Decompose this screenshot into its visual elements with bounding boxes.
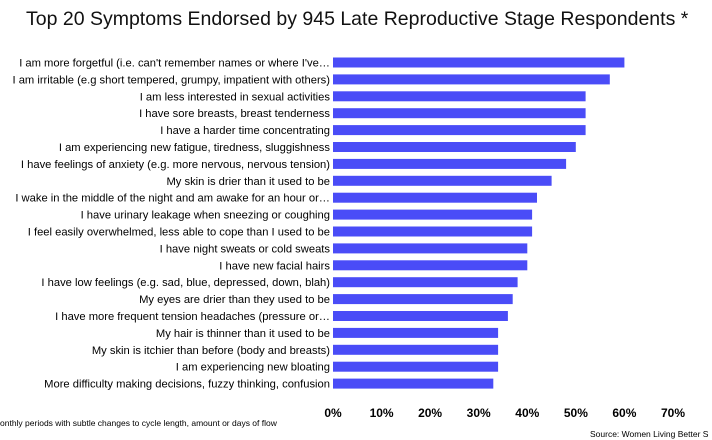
category-label: I have night sweats or cold sweats — [159, 243, 330, 256]
bar — [333, 277, 518, 287]
category-label: I wake in the middle of the night and am awake for an hour or… — [15, 192, 330, 205]
category-label: I feel easily overwhelmed, less able to cope than I used to be — [27, 226, 330, 239]
bar — [333, 176, 552, 186]
bar — [333, 362, 498, 372]
bar — [333, 159, 566, 169]
bar — [333, 108, 586, 118]
bar — [333, 243, 527, 253]
category-label: I have urinary leakage when sneezing or coughing — [80, 209, 330, 222]
x-tick-label: 0% — [324, 406, 342, 420]
x-tick-label: 20% — [418, 406, 443, 420]
category-label: My skin is itchier than before (body and breasts) — [91, 344, 330, 357]
bar — [333, 91, 586, 101]
bar — [333, 311, 508, 321]
category-label: I have new facial hairs — [219, 260, 330, 273]
x-tick-label: 40% — [515, 406, 540, 420]
category-label: I am more forgetful (i.e. can't remember names or where I've… — [19, 57, 330, 70]
category-label: I am experiencing new bloating — [175, 361, 330, 374]
bar — [333, 74, 610, 84]
bar — [333, 328, 498, 338]
category-label: I have more frequent tension headaches (pressure or… — [55, 311, 330, 323]
bar — [333, 379, 493, 389]
x-tick-label: 60% — [612, 406, 637, 420]
category-label: I have low feelings (e.g. sad, blue, depressed, down, blah) — [41, 277, 330, 290]
x-tick-label: 10% — [369, 406, 394, 420]
category-label: My eyes are drier than they used to be — [139, 294, 330, 307]
footnote: onthly periods with subtle changes to cycle length, amount or days of flow — [0, 418, 277, 428]
chart-title: Top 20 Symptoms Endorsed by 945 Late Reproductive Stage Respondents * — [26, 8, 689, 30]
bar — [333, 294, 513, 304]
x-tick-label: 30% — [466, 406, 491, 420]
category-label: I have feelings of anxiety (e.g. more nervous, nervous tension) — [20, 158, 330, 171]
category-label: I am experiencing new fatigue, tiredness, sluggishness — [58, 142, 330, 154]
x-tick-label: 50% — [563, 406, 588, 420]
bar — [333, 142, 576, 152]
bar — [333, 345, 498, 355]
category-label: More difficulty making decisions, fuzzy thinking, confusion — [44, 378, 330, 391]
bar — [333, 193, 537, 203]
bar — [333, 260, 527, 270]
category-label: I am less interested in sexual activities — [139, 91, 330, 104]
source-note: Source: Women Living Better S — [590, 429, 709, 439]
category-label: My skin is drier than it used to be — [166, 175, 330, 188]
category-label: I have sore breasts, breast tenderness — [139, 108, 330, 121]
category-label: I have a harder time concentrating — [160, 125, 330, 138]
x-tick-label: 70% — [660, 406, 686, 420]
category-label: My hair is thinner than it used to be — [155, 327, 330, 340]
bar — [333, 210, 532, 220]
category-label: I am irritable (e.g short tempered, grumpy, impatient with others) — [12, 74, 330, 87]
bar — [333, 58, 624, 68]
bar — [333, 125, 586, 135]
bar — [333, 227, 532, 237]
